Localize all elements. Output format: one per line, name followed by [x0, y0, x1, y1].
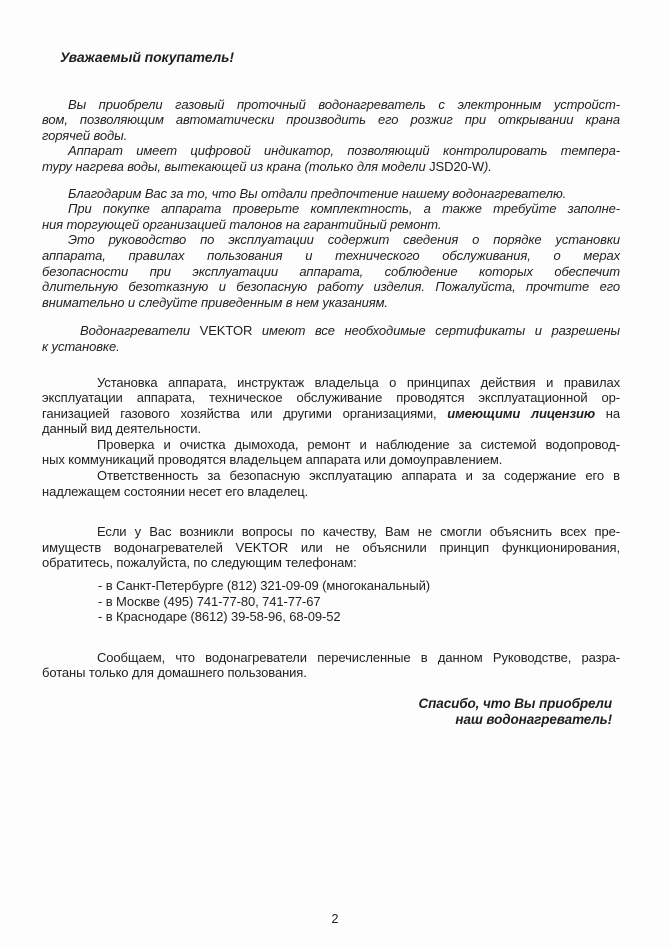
para-certificates	[42, 323, 620, 354]
page-number: 2	[331, 912, 339, 926]
para-questions	[42, 524, 620, 571]
para-installation	[42, 375, 620, 437]
text-line: ных коммуникаций проводятся владельцем аппарата или домоуправлением.	[42, 452, 503, 468]
phone-list	[42, 578, 620, 625]
text-line: ния торгующей организацией талонов на гарантийный ремонт.	[42, 216, 442, 232]
page-content	[42, 50, 620, 727]
para-domestic-use	[42, 650, 620, 681]
text-line: Сообщаем, что водонагреватели перечисленные в данном Руководстве, разра-	[97, 649, 620, 665]
text-segment: на	[595, 405, 620, 421]
text-line: Проверка и очистка дымохода, ремонт и наблюдение за системой водопровод-	[97, 436, 620, 452]
text-line: длительную безотказную и безопасную работу изделия. Пожалуйста, прочтите его	[42, 279, 620, 295]
text-line: к установке.	[42, 338, 120, 354]
text-line: эксплуатации аппарата, техническое обслуживание проводятся эксплуатационной ор-	[42, 390, 620, 406]
text-line: Спасибо, что Вы приобрели	[418, 696, 612, 711]
text-line: Если у Вас возникли вопросы по качеству, Вам не смогли объяснить всех пре-	[97, 524, 620, 540]
para-purchase	[42, 97, 620, 144]
text-line: данный вид деятельности.	[42, 421, 201, 437]
text-line	[42, 159, 620, 175]
text-segment: Водонагреватели	[80, 323, 200, 339]
text-line	[42, 406, 620, 422]
text-line: Это руководство по эксплуатации содержит сведения о порядке установки	[68, 232, 620, 248]
text-line: Установка аппарата, инструктаж владельца о принципах действия и правилах	[97, 374, 620, 390]
text-line: Ответственность за безопасную эксплуатацию аппарата и за содержание его в	[97, 468, 620, 484]
text-line: вом, позволяющим автоматически производить его розжиг при открывании крана	[42, 112, 620, 128]
text-line: Аппарат имеет цифровой индикатор, позволяющий контролировать темпера-	[68, 143, 620, 159]
phone-line-krasnodar: - в Краснодаре (8612) 39-58-96, 68-09-52	[98, 609, 341, 625]
para-completeness	[42, 201, 620, 232]
salutation: Уважаемый покупатель!	[60, 49, 234, 65]
text-line: Благодарим Вас за то, что Вы отдали предпочтение нашему водонагревателю.	[68, 185, 567, 201]
text-line: горячей воды.	[42, 127, 128, 143]
text-segment: имеют все необходимые сертификаты и разрешены	[252, 323, 620, 339]
model-name: JSD20-W	[429, 158, 485, 174]
text-line: внимательно и следуйте приведенным в нем указаниям.	[42, 294, 388, 310]
text-line: надлежащем состоянии несет его владелец.	[42, 483, 309, 499]
text-line: При покупке аппарата проверьте комплектность, а также требуйте заполне-	[68, 201, 620, 217]
para-responsibility	[42, 468, 620, 499]
license-emphasis: имеющими лицензию	[447, 405, 595, 421]
text-line: ботаны только для домашнего пользования.	[42, 665, 307, 681]
brand-name: VEKTOR	[199, 323, 253, 339]
text-line: аппарата, правилах пользования и технического обслуживания, о мерах	[42, 247, 620, 263]
text-line	[42, 323, 620, 339]
text-line: обратитесь, пожалуйста, по следующим телефонам:	[42, 555, 357, 571]
phone-line-moscow: - в Москве (495) 741-77-80, 741-77-67	[98, 593, 321, 609]
phone-line-spb: - в Санкт-Петербурге (812) 321-09-09 (многоканальный)	[98, 578, 430, 594]
text-line: наш водонагреватель!	[455, 711, 612, 727]
para-manual	[42, 232, 620, 310]
closing-message	[42, 696, 620, 727]
text-line: имуществ водонагревателей VEKTOR или не объяснили принцип функционирования,	[42, 539, 620, 555]
text-segment: туру нагрева воды, вытекающей из крана (только для модели	[42, 158, 430, 174]
text-line: безопасности при эксплуатации аппарата, соблюдение которых обеспечит	[42, 263, 620, 279]
para-thanks	[42, 186, 620, 202]
para-chimney	[42, 437, 620, 468]
para-indicator	[42, 143, 620, 174]
text-line: Вы приобрели газовый проточный водонагреватель с электронным устройст-	[68, 96, 620, 112]
text-segment: ганизацией газового хозяйства или другими организациями,	[42, 405, 448, 421]
text-segment: ).	[484, 158, 492, 174]
